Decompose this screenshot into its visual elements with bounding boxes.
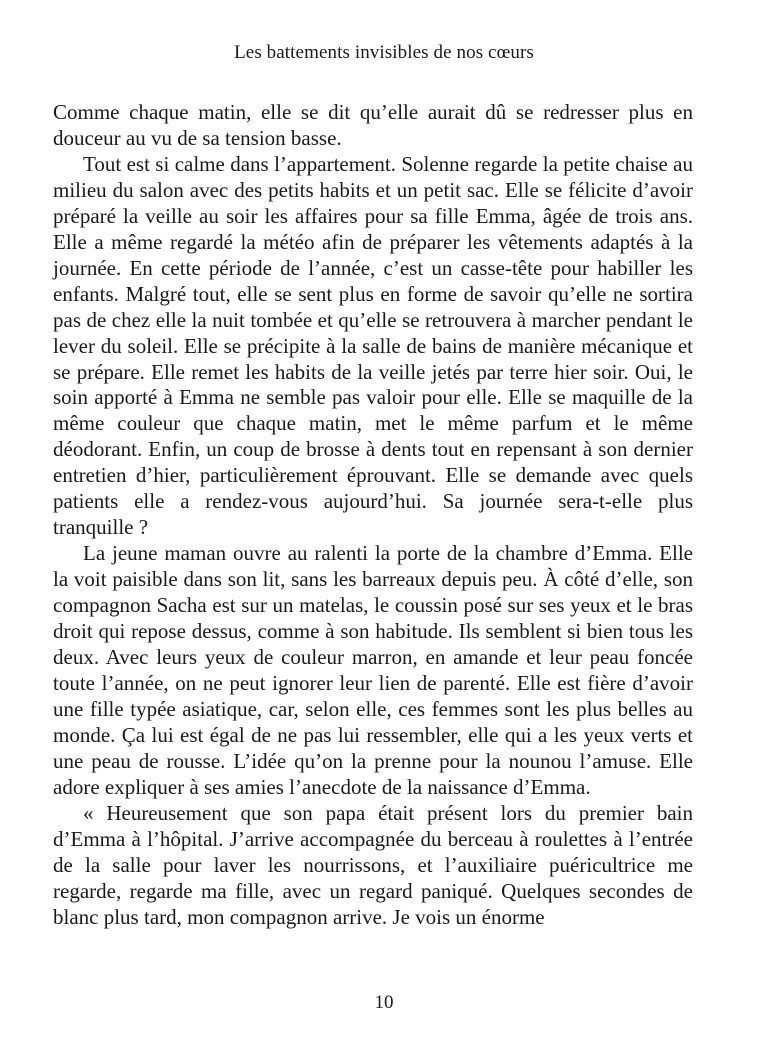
- paragraph: La jeune maman ouvre au ralenti la porte de la chambre d’Emma. Elle la voit paisible dans son lit, sans les barreaux depuis peu. À côté d’elle, son compagnon Sacha est sur un matelas, le coussin posé sur ses yeux et le bras droit qui repose dessus, comme à son habitude. Ils semblent si bien tous les deux. Avec leurs yeux de couleur marron, en amande et leur peau foncée toute l’année, on ne peut ignorer leur lien de parenté. Elle est fière d’avoir une fille typée asiatique, car, selon elle, ces femmes sont les plus belles au monde. Ça lui est égal de ne pas lui ressembler, elle qui a les yeux verts et une peau de rousse. L’idée qu’on la prenne pour la nounou l’amuse. Elle adore expliquer à ses amies l’anecdote de la naissance d’Emma.: [53, 541, 693, 799]
- paragraph: Comme chaque matin, elle se dit qu’elle aurait dû se redresser plus en douceur au vu de sa tension basse.: [53, 100, 693, 150]
- body-text: [53, 100, 693, 931]
- page-number: 10: [374, 992, 394, 1013]
- paragraph: Tout est si calme dans l’appartement. Solenne regarde la petite chaise au milieu du salon avec des petits habits et un petit sac. Elle se félicite d’avoir préparé la veille au soir les affaires pour sa fille Emma, âgée de trois ans. Elle a même regardé la météo afin de préparer les vêtements adaptés à la journée. En cette période de l’année, c’est un casse-tête pour habiller les enfants. Malgré tout, elle se sent plus en forme de savoir qu’elle ne sortira pas de chez elle la nuit tombée et qu’elle se retrouvera à marcher pendant le lever du soleil. Elle se précipite à la salle de bains de manière mécanique et se prépare. Elle remet les habits de la veille jetés par terre hier soir. Oui, le soin apporté à Emma ne semble pas valoir pour elle. Elle se maquille de la même couleur que chaque matin, met le même parfum et le même déodorant. Enfin, un coup de brosse à dents tout en repensant à son dernier entretien d’hier, particulièrement éprouvant. Elle se demande avec quels patients elle a rendez-vous aujourd’hui. Sa journée sera-t-elle plus tranquille ?: [53, 151, 693, 540]
- paragraph: « Heureusement que son papa était présent lors du premier bain d’Emma à l’hôpital. J’arrive accompagnée du berceau à roulettes à l’entrée de la salle pour laver les nourrissons, et l’auxiliaire puéricultrice me regarde, regarde ma fille, avec un regard paniqué. Quelques secondes de blanc plus tard, mon compagnon arrive. Je vois un énorme: [53, 800, 693, 929]
- running-header: Les battements invisibles de nos cœurs: [234, 42, 534, 63]
